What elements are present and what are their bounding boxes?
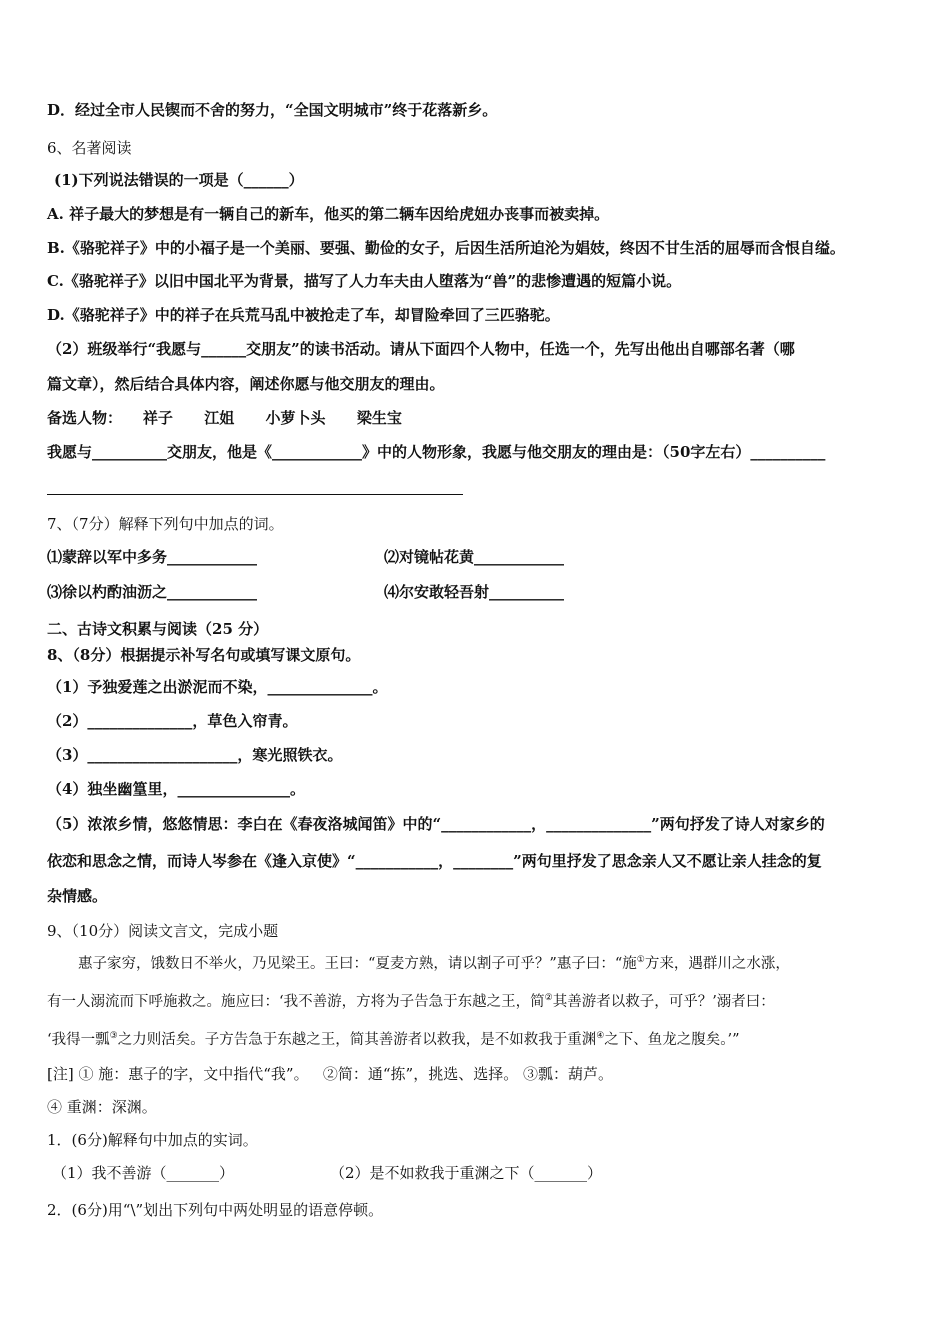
q6-part2-prompt-cont: 篇文章），然后结合具体内容，阐述你愿与他交朋友的理由。 (47, 375, 445, 393)
q7-item-4: ⑷尔安敢轻吾射__________ (384, 583, 565, 601)
section-2-heading: 二、古诗文积累与阅读（25 分） (47, 620, 269, 638)
q7-item-1: ⑴蒙辞以军中多务____________ (47, 548, 258, 566)
q9-sub-1-item-2: （2）是不如救我于重渊之下（_______） (330, 1164, 603, 1182)
q6-option-a: A. 祥子最大的梦想是有一辆自己的新车，他买的第二辆车因给虎妞办丧事而被卖掉。 (47, 205, 610, 223)
q9-sub-1-title: 1．(6分)解释句中加点的实词。 (47, 1131, 258, 1149)
q8-item-5: （5）浓浓乡情，悠悠情思：李白在《春夜洛城闻笛》中的“____________，______________”两句抒发了诗人对家乡的 (47, 815, 825, 833)
q9-sub-2-title: 2．(6分)用“\”划出下列句中两处明显的语意停顿。 (47, 1201, 384, 1219)
question-6-title: 6、名著阅读 (47, 139, 132, 157)
q6-part2-prompt: （2）班级举行“我愿与______交朋友”的读书活动。请从下面四个人物中，任选一个，先写出他出自哪部名著（哪 (47, 340, 795, 358)
q6-option-c: C.《骆驼祥子》以旧中国北平为背景，描写了人力车夫由人堕落为“兽”的悲惨遭遇的短篇小说。 (47, 272, 682, 290)
classical-passage-line-1: 惠子家穷，饿数日不举火，乃见梁王。王曰：“夏麦方熟，请以割子可乎？”惠子曰：“施①方来，遇群川之水涨， (78, 955, 790, 972)
q9-sub-1-item-1: （1）我不善游（_______） (52, 1164, 235, 1182)
annotation-notes: [注] ① 施：惠子的字，文中指代“我”。 ②简：通“拣”，挑选、选择。 ③瓢：葫芦。 (47, 1065, 613, 1083)
question-8-title: 8、（8分）根据提示补写名句或填写课文原句。 (47, 646, 361, 664)
q8-item-5-cont: 依恋和思念之情，而诗人岑参在《逢入京使》“___________，________”两句里抒发了思念亲人又不愿让亲人挂念的复 (47, 852, 822, 870)
q8-item-4: （4）独坐幽篁里，_______________。 (47, 780, 305, 798)
q6-option-b: B.《骆驼祥子》中的小福子是一个美丽、要强、勤俭的女子，后因生活所迫沦为娼妓，终因不甘生活的屈辱而含恨自缢。 (47, 239, 845, 257)
candidate-characters: 备选人物： 祥子 江姐 小萝卜头 梁生宝 (47, 409, 402, 427)
q8-item-1: （1）予独爱莲之出淤泥而不染，______________。 (47, 678, 388, 696)
q6-part1-prompt: (1)下列说法错误的一项是（______） (54, 171, 304, 189)
question-7-title: 7、（7分）解释下列句中加点的词。 (47, 515, 284, 533)
classical-passage-line-2: 有一人溺流而下呼施救之。施应曰：‘我不善游，方将为子告急于东越之王，简②其善游者以救子，可乎？’溺者曰： (47, 993, 775, 1010)
classical-passage-line-3: ‘我得一瓢③之力则活矣。子方告急于东越之王，简其善游者以救我，是不如救我于重渊④之下、鱼龙之腹矣。’” (47, 1031, 740, 1048)
q8-item-2: （2）______________，草色入帘青。 (47, 712, 298, 730)
q7-item-2: ⑵对镜帖花黄____________ (384, 548, 565, 566)
option-d-sentence: D．经过全市人民锲而不舍的努力，“全国文明城市”终于花落新乡。 (47, 101, 498, 119)
answer-underline (47, 494, 463, 495)
q6-option-d: D.《骆驼祥子》中的祥子在兵荒马乱中被抢走了车，却冒险牵回了三匹骆驼。 (47, 306, 560, 324)
annotation-note-4: ④ 重渊：深渊。 (47, 1098, 157, 1116)
q6-answer-line: 我愿与__________交朋友，他是《____________》中的人物形象，我愿与他交朋友的理由是：（50字左右）__________ (47, 443, 826, 461)
q8-item-5-end: 杂情感。 (47, 887, 108, 905)
q8-item-3: （3）____________________，寒光照铁衣。 (47, 746, 343, 764)
question-9-title: 9、（10分）阅读文言文，完成小题 (47, 922, 279, 940)
q7-item-3: ⑶徐以杓酌油沥之____________ (47, 583, 258, 601)
